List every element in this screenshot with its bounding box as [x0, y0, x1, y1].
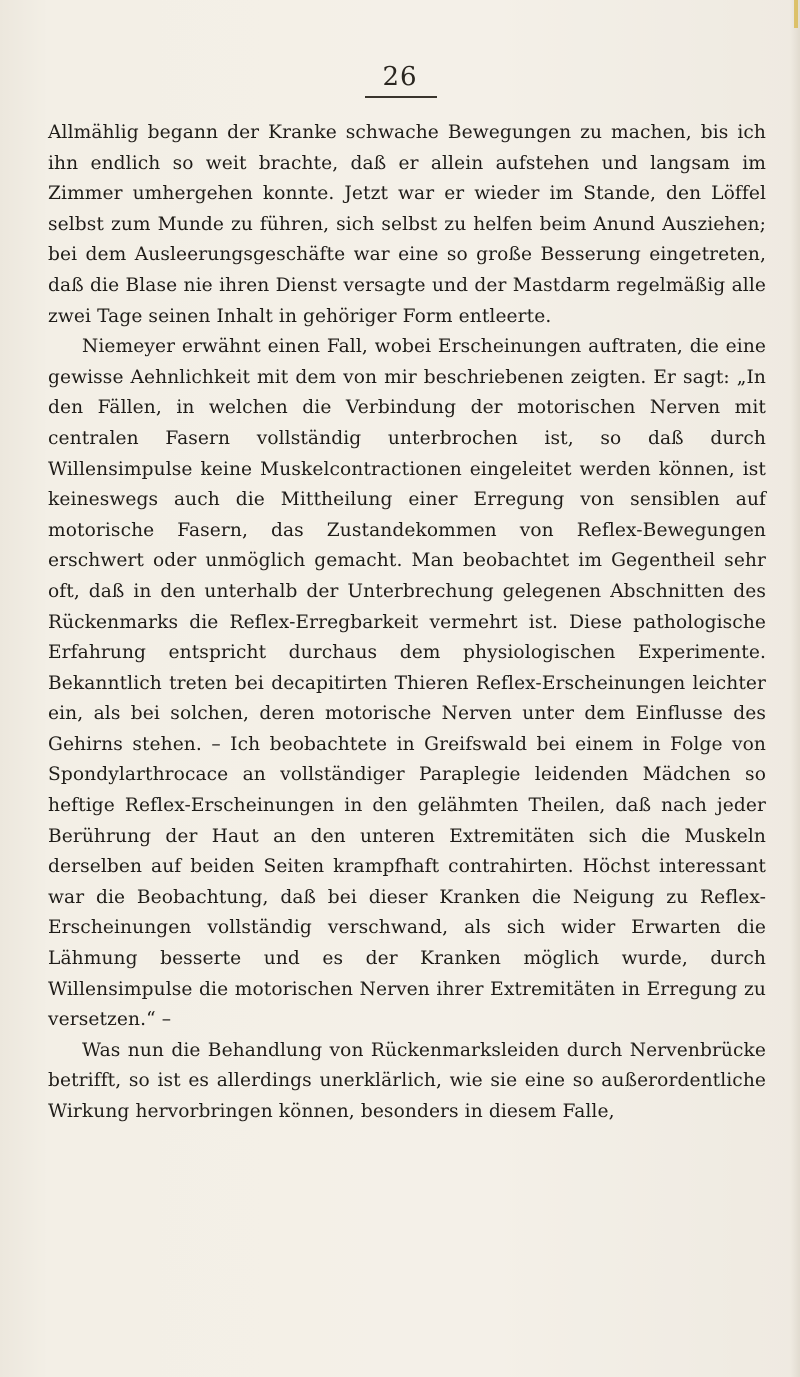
page-edge-shadow	[790, 0, 800, 1377]
header-rule	[365, 96, 437, 98]
body-text	[48, 118, 766, 1128]
page-number: 26	[382, 62, 418, 92]
paragraph-1: Allmählig begann der Kranke schwache Bewegungen zu machen, bis ich ihn endlich so weit brachte, daß er allein aufstehen und langsam im Zimmer umhergehen konnte. Jetzt war er wieder im Stande, den Löffel selbst zum Munde zu führen, sich selbst zu helfen beim Anund Ausziehen; bei dem Ausleerungsgeschäfte war eine so große Besserung eingetreten, daß die Blase nie ihren Dienst versagte und der Mastdarm regelmäßig alle zwei Tage seinen Inhalt in gehöriger Form entleerte.	[48, 122, 766, 327]
paragraph-3: Was nun die Behandlung von Rückenmarksleiden durch Nervenbrücke betrifft, so ist es allerdings unerklärlich, wie sie eine so außerordentliche Wirkung hervorbringen können, besonders in diesem Falle,	[48, 1039, 766, 1122]
page-edge-mark	[794, 0, 798, 28]
paragraph-2: Niemeyer erwähnt einen Fall, wobei Erscheinungen auftraten, die eine gewisse Aehnlichkeit mit dem von mir beschriebenen zeigten. Er sagt: „In den Fällen, in welchen die Verbindung der motorischen Nerven mit centralen Fasern vollständig unterbrochen ist, so daß durch Willensimpulse keine Muskelcontractionen eingeleitet werden können, ist keineswegs auch die Mittheilung einer Erregung von sensiblen auf motorische Fasern, das Zustandekommen von Reflex-Bewegungen erschwert oder unmöglich gemacht. Man beobachtet im Gegentheil sehr oft, daß in den unterhalb der Unterbrechung gelegenen Abschnitten des Rückenmarks die Reflex-Erregbarkeit vermehrt ist. Diese pathologische Erfahrung entspricht durchaus dem physiologischen Experimente. Bekanntlich treten bei decapitirten Thieren Reflex-Erscheinungen leichter ein, als bei solchen, deren motorische Nerven unter dem Einflusse des Gehirns stehen. – Ich beobachtete in Greifswald bei einem in Folge von Spondylarthrocace an vollständiger Paraplegie leidenden Mädchen so heftige Reflex-Erscheinungen in den gelähmten Theilen, daß nach jeder Berührung der Haut an den unteren Extremitäten sich die Muskeln derselben auf beiden Seiten krampfhaft contrahirten. Höchst interessant war die Beobachtung, daß bei dieser Kranken die Neigung zu Reflex-Erscheinungen vollständig verschwand, als sich wider Erwarten die Lähmung besserte und es der Kranken möglich wurde, durch Willensimpulse die motorischen Nerven ihrer Extremitäten in Erregung zu versetzen.“ –	[48, 336, 766, 1031]
